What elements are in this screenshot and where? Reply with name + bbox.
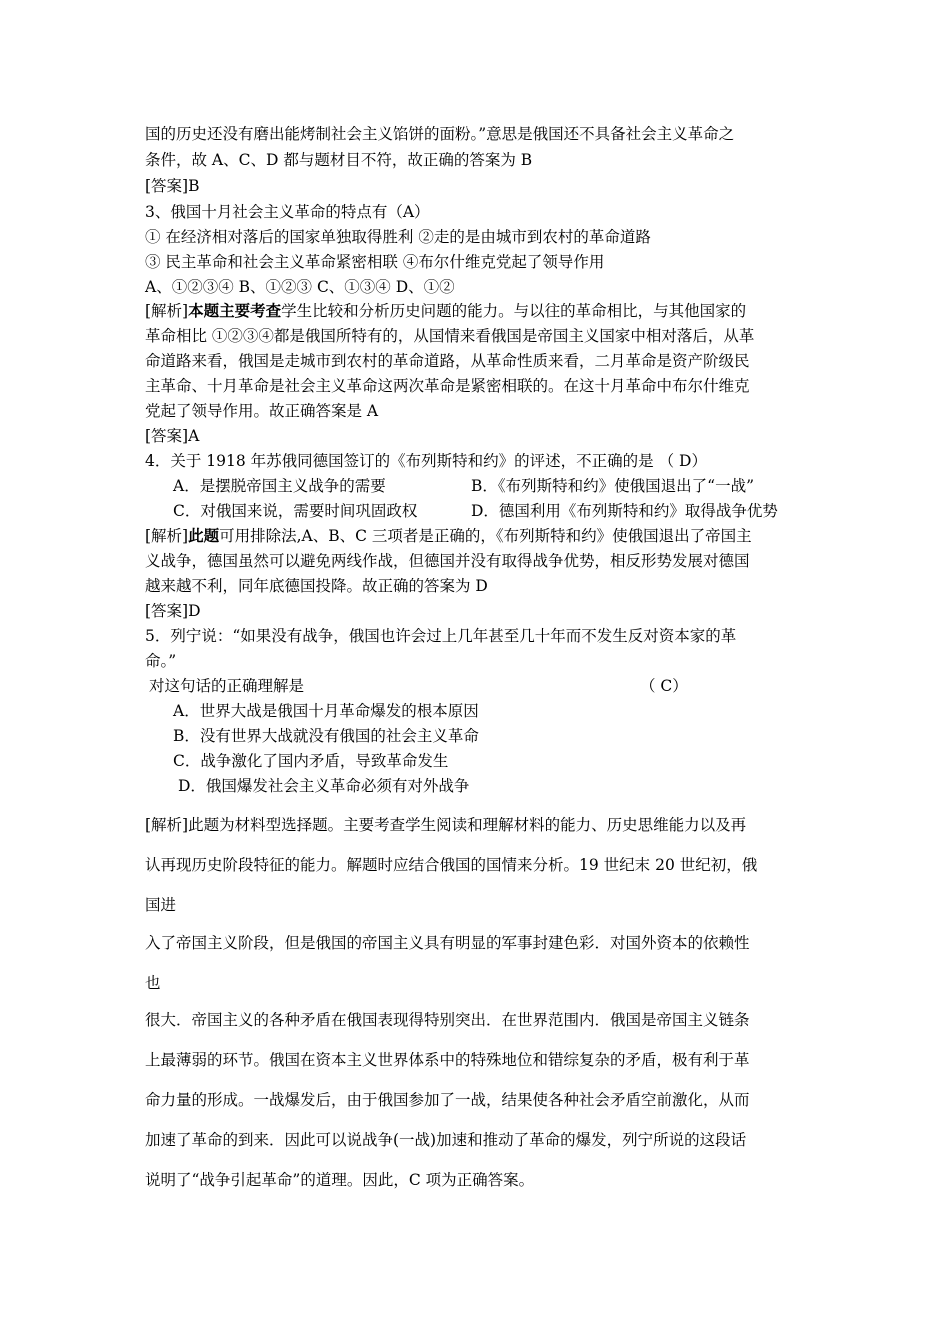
analysis-label: [解析] xyxy=(145,302,189,320)
question-5-cont: 命。” xyxy=(145,652,177,670)
analysis-line: 也 xyxy=(145,974,161,992)
analysis-line: [解析]此题为材料型选择题。主要考查学生阅读和理解材料的能力、历史思维能力以及再 xyxy=(145,816,747,834)
analysis-line: 上最薄弱的环节。俄国在资本主义世界体系中的特殊地位和错综复杂的矛盾，极有利于革 xyxy=(145,1051,750,1069)
text-line: 国的历史还没有磨出能烤制社会主义馅饼的面粉。”意思是俄国还不具备社会主义革命之 xyxy=(145,125,735,143)
analysis-line xyxy=(145,526,752,546)
question-3: 3、俄国十月社会主义革命的特点有（A） xyxy=(145,203,430,221)
question-5-prompt: 对这句话的正确理解是 xyxy=(149,677,305,695)
analysis-line: 国进 xyxy=(145,896,177,914)
answer-line: [答案]D xyxy=(145,602,201,620)
analysis-line xyxy=(145,301,746,321)
answer-line: [答案]B xyxy=(145,177,200,195)
analysis-line: 越来越不利，同年底德国投降。故正确的答案为 D xyxy=(145,577,488,595)
option-b: B．《布列斯特和约》使俄国退出了“一战” xyxy=(471,477,754,495)
analysis-label: [解析] xyxy=(145,527,189,545)
question-5: 5．列宁说：“如果没有战争，俄国也许会过上几年甚至几十年而不发生反对资本家的革 xyxy=(145,627,737,645)
analysis-line: 命力量的形成。一战爆发后，由于俄国参加了一战，结果使各种社会矛盾空前激化，从而 xyxy=(145,1091,750,1109)
analysis-line: 说明了“战争引起革命”的道理。因此，C 项为正确答案。 xyxy=(145,1171,535,1189)
option-d: D．德国利用《布列斯特和约》取得战争优势 xyxy=(471,502,778,520)
text-line: 条件，故 A、C、D 都与题材目不符，故正确的答案为 B xyxy=(145,151,533,169)
analysis-line: 党起了领导作用。故正确答案是 A xyxy=(145,402,379,420)
question-4: 4．关于 1918 年苏俄同德国签订的《布列斯特和约》的评述，不正确的是 （ D） xyxy=(145,452,707,470)
analysis-line: 入了帝国主义阶段，但是俄国的帝国主义具有明显的军事封建色彩．对国外资本的依赖性 xyxy=(145,934,750,952)
question-5-answer: （ C） xyxy=(640,677,688,695)
question-3-options-2: ③ 民主革命和社会主义革命紧密相联 ④布尔什维克党起了领导作用 xyxy=(145,253,605,271)
analysis-line: 主革命、十月革命是社会主义革命这两次革命是紧密相联的。在这十月革命中布尔什维克 xyxy=(145,377,750,395)
question-3-options-1: ① 在经济相对落后的国家单独取得胜利 ②走的是由城市到农村的革命道路 xyxy=(145,228,651,246)
analysis-bold: 本题主要考查 xyxy=(188,301,282,320)
analysis-line: 命道路来看，俄国是走城市到农村的革命道路，从革命性质来看，二月革命是资产阶级民 xyxy=(145,352,750,370)
analysis-bold: 此题 xyxy=(188,526,220,545)
analysis-line: 革命相比 ①②③④都是俄国所特有的，从国情来看俄国是帝国主义国家中相对落后，从革 xyxy=(145,327,755,345)
option-c: C．战争激化了国内矛盾，导致革命发生 xyxy=(173,752,449,770)
analysis-line: 加速了革命的到来．因此可以说战争(一战)加速和推动了革命的爆发，列宁所说的这段话 xyxy=(145,1131,747,1149)
answer-line: [答案]A xyxy=(145,427,200,445)
option-a: A．世界大战是俄国十月革命爆发的根本原因 xyxy=(173,702,479,720)
option-c: C．对俄国来说，需要时间巩固政权 xyxy=(173,502,418,520)
analysis-line: 很大．帝国主义的各种矛盾在俄国表现得特别突出．在世界范围内．俄国是帝国主义链条 xyxy=(145,1011,750,1029)
option-b: B．没有世界大战就没有俄国的社会主义革命 xyxy=(173,727,479,745)
question-3-choices: A、①②③④ B、①②③ C、①③④ D、①② xyxy=(145,278,455,296)
analysis-text: 学生比较和分析历史问题的能力。与以往的革命相比，与其他国家的 xyxy=(281,302,747,320)
analysis-line: 义战争，德国虽然可以避免两线作战，但德国并没有取得战争优势，相反形势发展对德国 xyxy=(145,552,750,570)
option-a: A．是摆脱帝国主义战争的需要 xyxy=(173,477,386,495)
analysis-line: 认再现历史阶段特征的能力。解题时应结合俄国的国情来分析。19 世纪末 20 世纪初，俄 xyxy=(145,856,758,874)
option-d: D．俄国爆发社会主义革命必须有对外战争 xyxy=(178,777,470,795)
analysis-text: 可用排除法,A、B、C 三项者是正确的，《布列斯特和约》使俄国退出了帝国主 xyxy=(219,527,752,545)
